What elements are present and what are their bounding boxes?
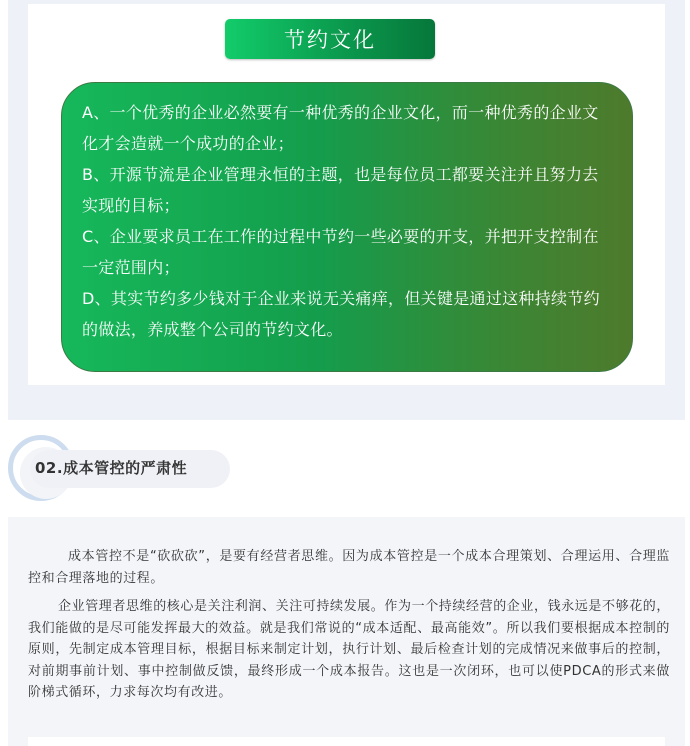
- culture-title: 节约文化: [225, 19, 435, 59]
- section-title: 02.成本管控的严肃性: [35, 459, 188, 477]
- bottom-divider: [28, 737, 665, 746]
- culture-section: [8, 0, 685, 420]
- paragraph-2: 企业管理者思维的核心是关注利润、关注可持续发展。作为一个持续经营的企业，钱永远是不够花的，我们能做的是尽可能发挥最大的效益。就是我们常说的“成本适配、最高能效”。所以我们要根据成本控制的原则，先制定成本管理目标，根据目标来制定计划，执行计划、最后检查计划的完成情况来做事后的控制，对前期事前计划、事中控制做反馈，最终形成一个成本报告。这也是一次闭环，也可以使PDCA的形式来做阶梯式循环，力求每次均有改进。: [28, 599, 671, 700]
- culture-card: [28, 4, 665, 385]
- culture-points-box: [61, 82, 633, 372]
- paragraph-1: 成本管控不是“砍砍砍”，是要有经营者思维。因为成本管控是一个成本合理策划、合理运用、合理监控和合理落地的过程。: [28, 549, 670, 586]
- culture-point-d: D、其实节约多少钱对于企业来说无关痛痒，但关键是通过这种持续节约的做法，养成整个公司的节约文化。: [82, 289, 600, 339]
- culture-point-b: B、开源节流是企业管理永恒的主题，也是每位员工都要关注并且努力去实现的目标；: [82, 165, 599, 215]
- section-header: [8, 435, 685, 505]
- culture-point-a: A、一个优秀的企业必然要有一种优秀的企业文化，而一种优秀的企业文化才会造就一个成功的企业；: [82, 103, 599, 153]
- cost-control-text: [8, 517, 685, 746]
- culture-point-c: C、企业要求员工在工作的过程中节约一些必要的开支，并把开支控制在 一定范围内；: [82, 227, 599, 277]
